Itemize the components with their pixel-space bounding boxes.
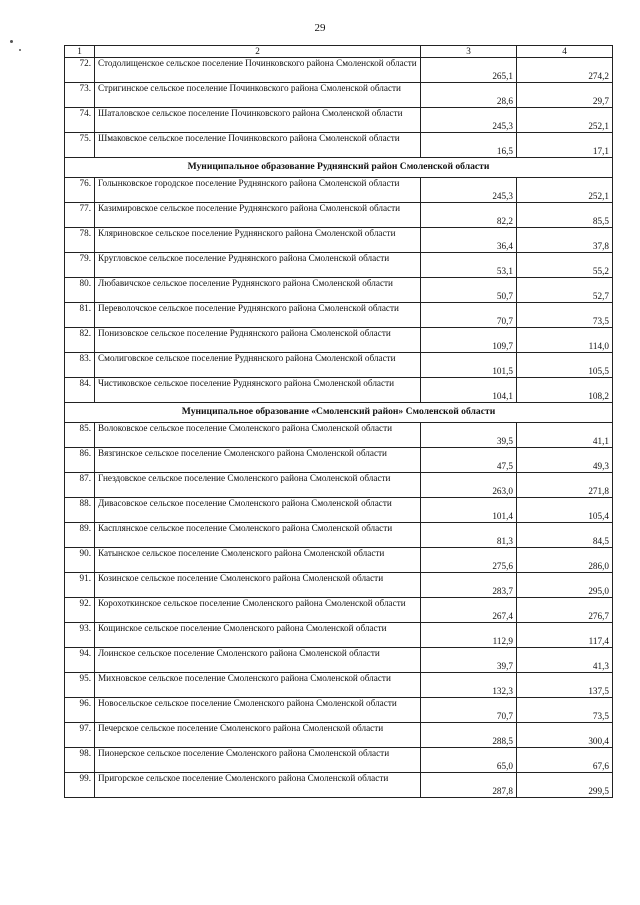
- column-numbers-row: [65, 46, 613, 58]
- row-number: 94.: [65, 648, 95, 673]
- value-column-3: 53,1: [421, 253, 517, 278]
- value-column-3: 70,7: [421, 698, 517, 723]
- value-column-3: 16,5: [421, 133, 517, 158]
- value-column-4: 105,4: [517, 498, 613, 523]
- table-row: [65, 108, 613, 133]
- section-title: Муниципальное образование Руднянский район Смоленской области: [65, 158, 613, 178]
- row-number: 85.: [65, 423, 95, 448]
- value-column-4: 73,5: [517, 303, 613, 328]
- value-column-4: 108,2: [517, 378, 613, 403]
- table-row: [65, 698, 613, 723]
- row-number: 90.: [65, 548, 95, 573]
- value-column-4: 271,8: [517, 473, 613, 498]
- row-number: 73.: [65, 83, 95, 108]
- table-row: [65, 83, 613, 108]
- value-column-3: 288,5: [421, 723, 517, 748]
- table-row: [65, 253, 613, 278]
- value-column-3: 245,3: [421, 178, 517, 203]
- row-number: 95.: [65, 673, 95, 698]
- table-row: [65, 423, 613, 448]
- table-row: [65, 598, 613, 623]
- row-number: 99.: [65, 773, 95, 798]
- section-heading-row: [65, 403, 613, 423]
- settlement-name: Дивасовское сельское поселение Смоленского района Смоленской области: [95, 498, 421, 523]
- column-header: 3: [421, 46, 517, 58]
- row-number: 89.: [65, 523, 95, 548]
- row-number: 81.: [65, 303, 95, 328]
- row-number: 91.: [65, 573, 95, 598]
- row-number: 77.: [65, 203, 95, 228]
- table-row: [65, 573, 613, 598]
- value-column-4: 276,7: [517, 598, 613, 623]
- value-column-3: 50,7: [421, 278, 517, 303]
- value-column-3: 70,7: [421, 303, 517, 328]
- value-column-4: 37,8: [517, 228, 613, 253]
- settlement-name: Кругловское сельское поселение Руднянского района Смоленской области: [95, 253, 421, 278]
- value-column-3: 263,0: [421, 473, 517, 498]
- section-heading-row: [65, 158, 613, 178]
- row-number: 83.: [65, 353, 95, 378]
- page-number: 29: [314, 22, 326, 34]
- settlement-name: Любавичское сельское поселение Руднянского района Смоленской области: [95, 278, 421, 303]
- row-number: 98.: [65, 748, 95, 773]
- settlement-name: Волоковское сельское поселение Смоленского района Смоленской области: [95, 423, 421, 448]
- row-number: 93.: [65, 623, 95, 648]
- column-header: 2: [95, 46, 421, 58]
- settlement-name: Лоинское сельское поселение Смоленского района Смоленской области: [95, 648, 421, 673]
- table-row: [65, 523, 613, 548]
- settlement-name: Вязгинское сельское поселение Смоленского района Смоленской области: [95, 448, 421, 473]
- table-row: [65, 773, 613, 798]
- row-number: 87.: [65, 473, 95, 498]
- value-column-4: 117,4: [517, 623, 613, 648]
- value-column-3: 283,7: [421, 573, 517, 598]
- settlement-name: Чистиковское сельское поселение Руднянского района Смоленской области: [95, 378, 421, 403]
- value-column-4: 17,1: [517, 133, 613, 158]
- value-column-3: 112,9: [421, 623, 517, 648]
- value-column-3: 101,4: [421, 498, 517, 523]
- value-column-4: 105,5: [517, 353, 613, 378]
- row-number: 79.: [65, 253, 95, 278]
- value-column-4: 274,2: [517, 58, 613, 83]
- value-column-4: 252,1: [517, 178, 613, 203]
- row-number: 75.: [65, 133, 95, 158]
- value-column-4: 252,1: [517, 108, 613, 133]
- table-row: [65, 648, 613, 673]
- value-column-4: 300,4: [517, 723, 613, 748]
- settlement-name: Касплянское сельское поселение Смоленского района Смоленской области: [95, 523, 421, 548]
- table-row: [65, 378, 613, 403]
- settlement-name: Гнездовское сельское поселение Смоленского района Смоленской области: [95, 473, 421, 498]
- row-number: 78.: [65, 228, 95, 253]
- settlement-name: Понизовское сельское поселение Руднянского района Смоленской области: [95, 328, 421, 353]
- row-number: 82.: [65, 328, 95, 353]
- value-column-4: 299,5: [517, 773, 613, 798]
- value-column-3: 65,0: [421, 748, 517, 773]
- value-column-4: 295,0: [517, 573, 613, 598]
- settlement-name: Переволочское сельское поселение Руднянского района Смоленской области: [95, 303, 421, 328]
- value-column-4: 73,5: [517, 698, 613, 723]
- row-number: 80.: [65, 278, 95, 303]
- table-row: [65, 673, 613, 698]
- value-column-4: 41,3: [517, 648, 613, 673]
- table-row: [65, 498, 613, 523]
- value-column-3: 132,3: [421, 673, 517, 698]
- value-column-4: 114,0: [517, 328, 613, 353]
- settlement-name: Михновское сельское поселение Смоленского района Смоленской области: [95, 673, 421, 698]
- value-column-4: 84,5: [517, 523, 613, 548]
- value-column-3: 245,3: [421, 108, 517, 133]
- table-row: [65, 473, 613, 498]
- value-column-3: 275,6: [421, 548, 517, 573]
- settlement-name: Кощинское сельское поселение Смоленского района Смоленской области: [95, 623, 421, 648]
- value-column-3: 47,5: [421, 448, 517, 473]
- settlement-name: Кляриновское сельское поселение Руднянского района Смоленской области: [95, 228, 421, 253]
- value-column-3: 109,7: [421, 328, 517, 353]
- row-number: 88.: [65, 498, 95, 523]
- settlement-name: Козинское сельское поселение Смоленского района Смоленской области: [95, 573, 421, 598]
- value-column-4: 137,5: [517, 673, 613, 698]
- row-number: 96.: [65, 698, 95, 723]
- value-column-3: 104,1: [421, 378, 517, 403]
- settlement-name: Стодолищенское сельское поселение Починковского района Смоленской области: [95, 58, 421, 83]
- table-row: [65, 723, 613, 748]
- scan-speck: [10, 40, 13, 43]
- value-column-4: 67,6: [517, 748, 613, 773]
- table-row: [65, 328, 613, 353]
- value-column-3: 28,6: [421, 83, 517, 108]
- value-column-4: 85,5: [517, 203, 613, 228]
- table-row: [65, 178, 613, 203]
- settlement-name: Пионерское сельское поселение Смоленского района Смоленской области: [95, 748, 421, 773]
- table-row: [65, 278, 613, 303]
- table-row: [65, 748, 613, 773]
- settlement-name: Стригинское сельское поселение Починковского района Смоленской области: [95, 83, 421, 108]
- value-column-3: 81,3: [421, 523, 517, 548]
- settlement-name: Шаталовское сельское поселение Починковского района Смоленской области: [95, 108, 421, 133]
- column-header: 1: [65, 46, 95, 58]
- value-column-4: 52,7: [517, 278, 613, 303]
- row-number: 76.: [65, 178, 95, 203]
- table-row: [65, 623, 613, 648]
- row-number: 74.: [65, 108, 95, 133]
- value-column-3: 287,8: [421, 773, 517, 798]
- settlement-name: Катынское сельское поселение Смоленского района Смоленской области: [95, 548, 421, 573]
- column-header: 4: [517, 46, 613, 58]
- table-row: [65, 228, 613, 253]
- section-title: Муниципальное образование «Смоленский район» Смоленской области: [65, 403, 613, 423]
- table-row: [65, 203, 613, 228]
- value-column-4: 41,1: [517, 423, 613, 448]
- table-row: [65, 133, 613, 158]
- row-number: 92.: [65, 598, 95, 623]
- row-number: 72.: [65, 58, 95, 83]
- row-number: 86.: [65, 448, 95, 473]
- table-row: [65, 353, 613, 378]
- value-column-3: 82,2: [421, 203, 517, 228]
- value-column-3: 36,4: [421, 228, 517, 253]
- table-row: [65, 448, 613, 473]
- settlement-name: Пригорское сельское поселение Смоленского района Смоленской области: [95, 773, 421, 798]
- settlement-name: Шмаковское сельское поселение Починковского района Смоленской области: [95, 133, 421, 158]
- settlement-name: Голынковское городское поселение Руднянского района Смоленской области: [95, 178, 421, 203]
- table-row: [65, 548, 613, 573]
- value-column-4: 49,3: [517, 448, 613, 473]
- table-row: [65, 58, 613, 83]
- row-number: 97.: [65, 723, 95, 748]
- value-column-4: 286,0: [517, 548, 613, 573]
- value-column-4: 55,2: [517, 253, 613, 278]
- table-row: [65, 303, 613, 328]
- settlement-name: Корохоткинское сельское поселение Смоленского района Смоленской области: [95, 598, 421, 623]
- value-column-3: 267,4: [421, 598, 517, 623]
- row-number: 84.: [65, 378, 95, 403]
- municipal-table: [64, 45, 613, 798]
- value-column-3: 39,5: [421, 423, 517, 448]
- settlement-name: Казимировское сельское поселение Руднянского района Смоленской области: [95, 203, 421, 228]
- settlement-name: Печерское сельское поселение Смоленского района Смоленской области: [95, 723, 421, 748]
- value-column-3: 39,7: [421, 648, 517, 673]
- value-column-3: 101,5: [421, 353, 517, 378]
- value-column-4: 29,7: [517, 83, 613, 108]
- value-column-3: 265,1: [421, 58, 517, 83]
- settlement-name: Новосельское сельское поселение Смоленского района Смоленской области: [95, 698, 421, 723]
- settlement-name: Смолиговское сельское поселение Руднянского района Смоленской области: [95, 353, 421, 378]
- scan-speck: [19, 49, 21, 51]
